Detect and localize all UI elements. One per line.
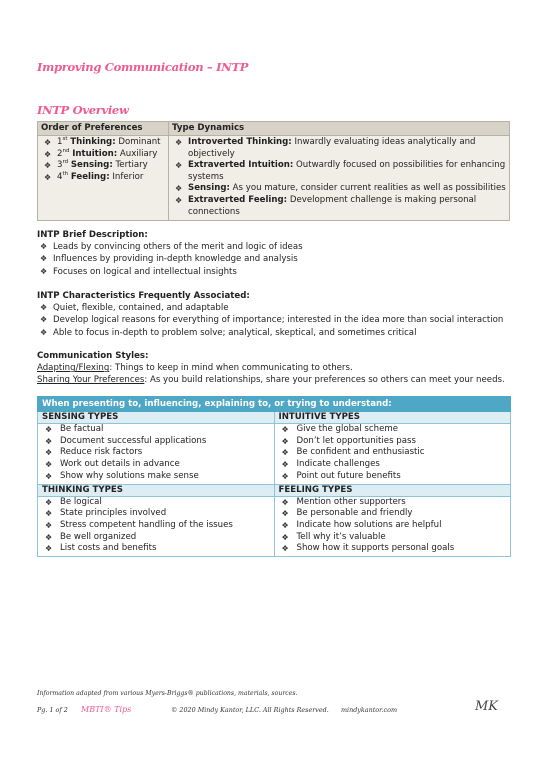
list-item: ❖ Indicate how solutions are helpful (279, 520, 507, 532)
brief-item: ❖ Focuses on logical and intellectual insights (37, 266, 512, 278)
tips-label: MBTI® Tips (81, 705, 132, 714)
dynamics-list (172, 137, 506, 218)
brief-list (37, 241, 512, 278)
signature-logo: MK (475, 699, 499, 714)
intuitive-types-cell (274, 424, 511, 485)
source-note: Information adapted from various Myers-Briggs® publications, materials, sources. (37, 690, 298, 697)
dynamics-item: ❖ Introverted Thinking: Inwardly evaluating ideas analytically and objectively (172, 137, 506, 160)
list-item: ❖ Indicate challenges (279, 459, 507, 471)
characteristics-item: ❖ Able to focus in-depth to problem solve; analytical, skeptical, and sometimes critical (37, 327, 512, 339)
communication-styles-section (37, 350, 512, 387)
list-item: ❖ Show why solutions make sense (42, 471, 270, 483)
list-item: ❖ Don’t let opportunities pass (279, 436, 507, 448)
feeling-types-title: FEELING TYPES (274, 484, 511, 496)
sensing-types-title: SENSING TYPES (38, 412, 275, 424)
preference-item: ❖ 1st Thinking: Dominant (41, 137, 165, 149)
list-item: ❖ Point out future benefits (279, 471, 507, 483)
brief-item: ❖ Influences by providing in-depth knowledge and analysis (37, 253, 512, 265)
list-item: ❖ Show how it supports personal goals (279, 543, 507, 555)
list-item: ❖ Tell why it’s valuable (279, 532, 507, 544)
overview-col-header: Order of Preferences (38, 122, 169, 136)
list-item: ❖ Mention other supporters (279, 497, 507, 509)
preferences-cell (38, 136, 169, 221)
overview-table (37, 121, 510, 221)
styles-line: Adapting/Flexing: Things to keep in mind when communicating to others. (37, 363, 353, 374)
page-number: Pg. 1 of 2 (37, 706, 68, 714)
list-item: ❖ State principles involved (42, 508, 270, 520)
list-item: ❖ Stress competent handling of the issues (42, 520, 270, 532)
preferences-list (41, 137, 165, 183)
presenting-header: When presenting to, influencing, explaining to, or trying to understand: (38, 397, 511, 412)
intuitive-types-title: INTUITIVE TYPES (274, 412, 511, 424)
sensing-types-cell (38, 424, 275, 485)
characteristics-heading: INTP Characteristics Frequently Associated: (37, 291, 250, 301)
dynamics-cell (169, 136, 510, 221)
list-item: ❖ Document successful applications (42, 436, 270, 448)
brief-heading: INTP Brief Description: (37, 230, 148, 240)
presenting-table (37, 396, 511, 557)
list-item: ❖ Give the global scheme (279, 424, 507, 436)
characteristics-list (37, 302, 512, 339)
list-item: ❖ Be factual (42, 424, 270, 436)
list-item: ❖ Reduce risk factors (42, 447, 270, 459)
thinking-types-title: THINKING TYPES (38, 484, 275, 496)
preference-item: ❖ 4th Feeling: Inferior (41, 172, 165, 184)
list-item: ❖ Work out details in advance (42, 459, 270, 471)
copyright: © 2020 Mindy Kantor, LLC. All Rights Reserved. (171, 706, 329, 714)
dynamics-item: ❖ Sensing: As you mature, consider current realities as well as possibilities (172, 183, 506, 195)
website: mindykantor.com (341, 706, 398, 714)
dynamics-item: ❖ Extraverted Feeling: Development challenge is making personal connections (172, 195, 506, 218)
characteristics-section (37, 290, 512, 339)
dynamics-item: ❖ Extraverted Intuition: Outwardly focused on possibilities for enhancing systems (172, 160, 506, 183)
characteristics-item: ❖ Develop logical reasons for everything of importance; interested in the idea more than social interaction (37, 314, 512, 326)
preference-item: ❖ 3rd Sensing: Tertiary (41, 160, 165, 172)
page-title: Improving Communication – INTP (37, 60, 249, 74)
list-item: ❖ Be confident and enthusiastic (279, 447, 507, 459)
feeling-types-cell (274, 496, 511, 557)
overview-col-header: Type Dynamics (169, 122, 510, 136)
styles-line: Sharing Your Preferences: As you build relationships, share your preferences so others can meet your needs. (37, 375, 505, 386)
styles-heading: Communication Styles: (37, 351, 149, 361)
brief-item: ❖ Leads by convincing others of the merit and logic of ideas (37, 241, 512, 253)
brief-description-section (37, 229, 512, 278)
overview-heading: INTP Overview (37, 103, 129, 117)
list-item: ❖ Be well organized (42, 532, 270, 544)
characteristics-item: ❖ Quiet, flexible, contained, and adaptable (37, 302, 512, 314)
preference-item: ❖ 2nd Intuition: Auxiliary (41, 149, 165, 161)
list-item: ❖ List costs and benefits (42, 543, 270, 555)
thinking-types-cell (38, 496, 275, 557)
list-item: ❖ Be personable and friendly (279, 508, 507, 520)
list-item: ❖ Be logical (42, 497, 270, 509)
